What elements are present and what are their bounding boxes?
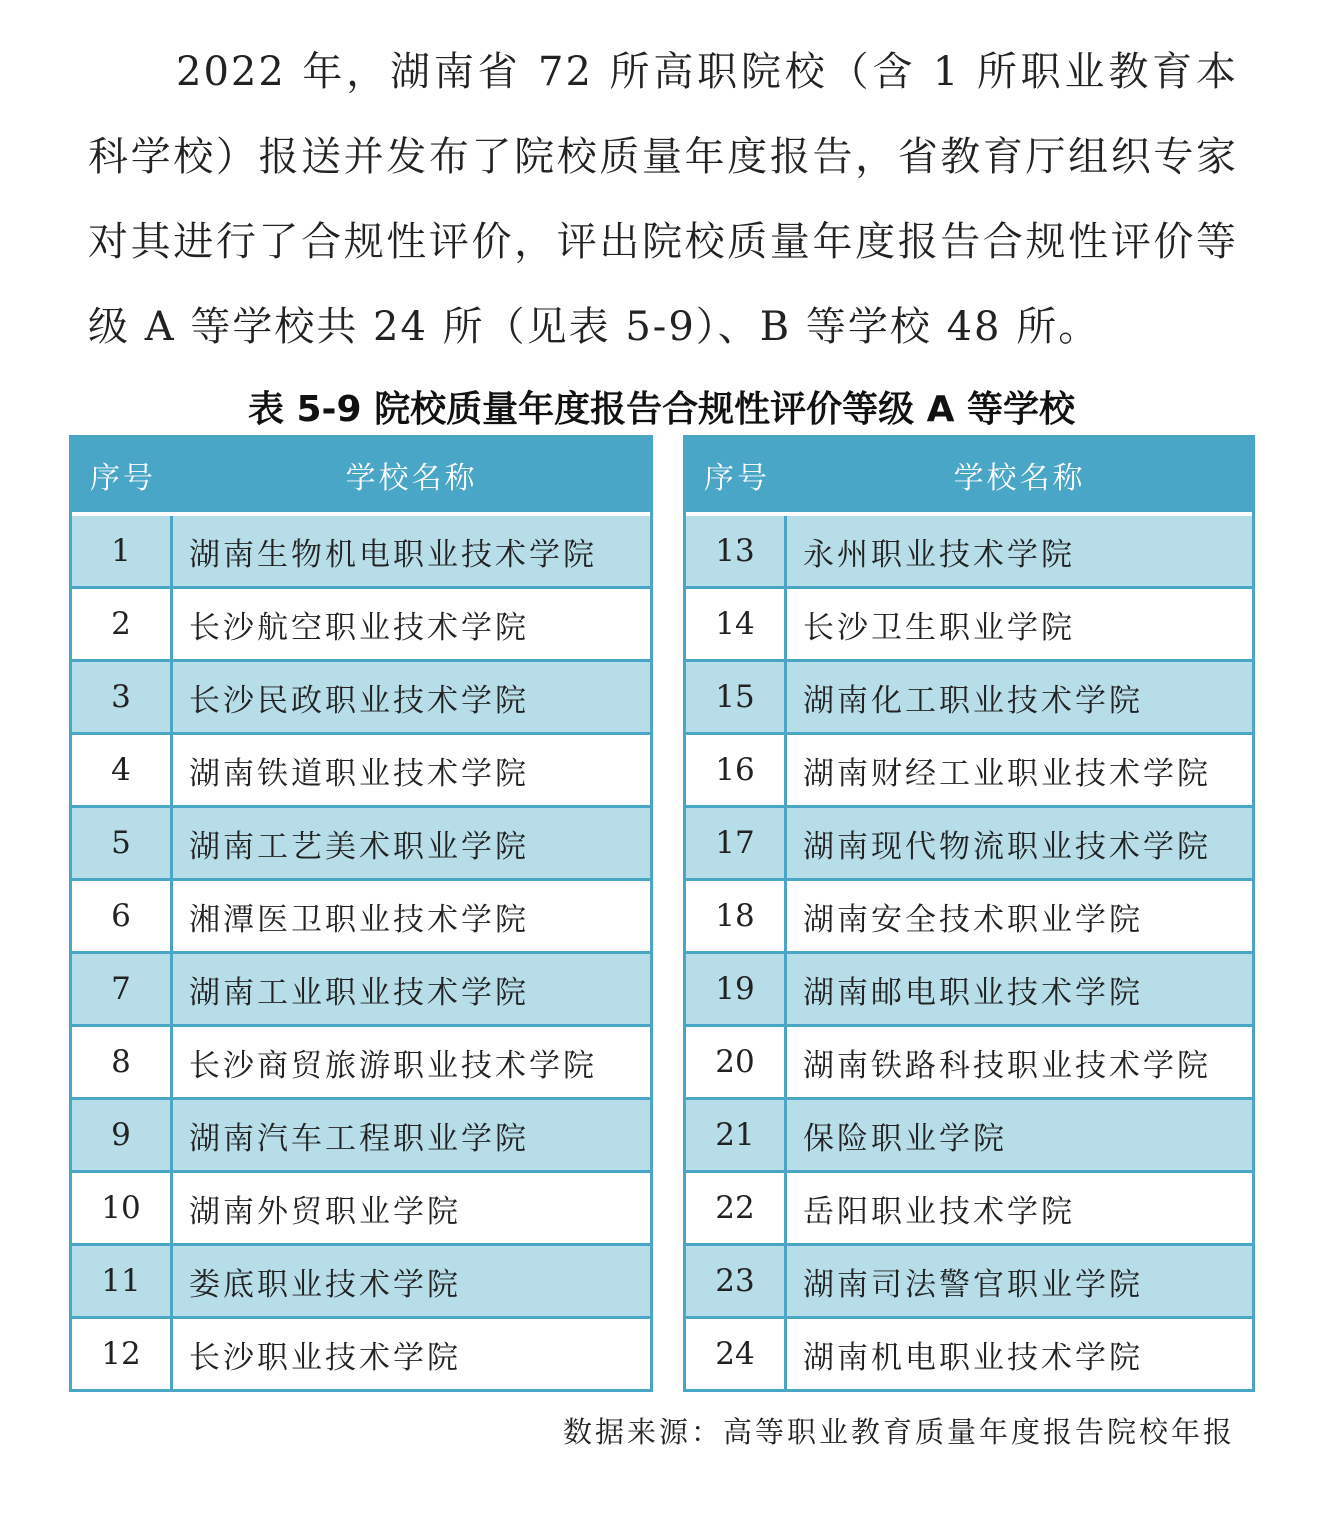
table-row bbox=[72, 662, 650, 735]
table-row bbox=[72, 1100, 650, 1173]
table-row bbox=[72, 735, 650, 808]
serial-number-cell: 4 bbox=[72, 735, 173, 808]
table-row bbox=[686, 516, 1252, 589]
school-name-cell: 长沙民政职业技术学院 bbox=[173, 662, 650, 735]
school-name-cell: 湖南财经工业职业技术学院 bbox=[787, 735, 1252, 808]
school-name-cell: 长沙航空职业技术学院 bbox=[173, 589, 650, 662]
school-name-cell: 保险职业学院 bbox=[787, 1100, 1252, 1173]
school-name-cell: 岳阳职业技术学院 bbox=[787, 1173, 1252, 1246]
school-name-cell: 湖南现代物流职业技术学院 bbox=[787, 808, 1252, 881]
serial-number-cell: 24 bbox=[686, 1319, 787, 1389]
serial-number-cell: 13 bbox=[686, 516, 787, 589]
school-name-cell: 湖南工艺美术职业学院 bbox=[173, 808, 650, 881]
school-name-cell: 永州职业技术学院 bbox=[787, 516, 1252, 589]
school-name-cell: 长沙商贸旅游职业技术学院 bbox=[173, 1027, 650, 1100]
header-school-name: 学校名称 bbox=[787, 438, 1252, 516]
table-row bbox=[72, 808, 650, 881]
school-name-cell: 长沙卫生职业学院 bbox=[787, 589, 1252, 662]
serial-number-cell: 15 bbox=[686, 662, 787, 735]
serial-number-cell: 22 bbox=[686, 1173, 787, 1246]
serial-number-cell: 8 bbox=[72, 1027, 173, 1100]
serial-number-cell: 7 bbox=[72, 954, 173, 1027]
serial-number-cell: 2 bbox=[72, 589, 173, 662]
table-row bbox=[686, 735, 1252, 808]
table-row bbox=[72, 589, 650, 662]
school-name-cell: 湖南铁路科技职业技术学院 bbox=[787, 1027, 1252, 1100]
serial-number-cell: 5 bbox=[72, 808, 173, 881]
serial-number-cell: 10 bbox=[72, 1173, 173, 1246]
serial-number-cell: 19 bbox=[686, 954, 787, 1027]
table-row bbox=[686, 1246, 1252, 1319]
school-name-cell: 湘潭医卫职业技术学院 bbox=[173, 881, 650, 954]
serial-number-cell: 1 bbox=[72, 516, 173, 589]
table-row bbox=[72, 1173, 650, 1246]
serial-number-cell: 21 bbox=[686, 1100, 787, 1173]
table-row bbox=[72, 516, 650, 589]
table-row bbox=[72, 1027, 650, 1100]
table-row bbox=[686, 1173, 1252, 1246]
table-row bbox=[686, 1027, 1252, 1100]
table-row bbox=[72, 954, 650, 1027]
schools-table-right bbox=[683, 435, 1255, 1392]
table-row bbox=[686, 954, 1252, 1027]
serial-number-cell: 23 bbox=[686, 1246, 787, 1319]
table-row bbox=[72, 881, 650, 954]
header-serial-number: 序号 bbox=[72, 438, 173, 516]
serial-number-cell: 9 bbox=[72, 1100, 173, 1173]
serial-number-cell: 16 bbox=[686, 735, 787, 808]
table-row bbox=[686, 589, 1252, 662]
body-paragraph: 2022 年，湖南省 72 所高职院校（含 1 所职业教育本科学校）报送并发布了院校质量年度报告，省教育厅组织专家对其进行了合规性评价，评出院校质量年度报告合规性评价等级 A 等学校共 24 所（见表 5-9）、B 等学校 48 所。 bbox=[88, 49, 1238, 350]
school-name-cell: 湖南安全技术职业学院 bbox=[787, 881, 1252, 954]
table-row bbox=[686, 881, 1252, 954]
serial-number-cell: 20 bbox=[686, 1027, 787, 1100]
serial-number-cell: 6 bbox=[72, 881, 173, 954]
school-name-cell: 湖南司法警官职业学院 bbox=[787, 1246, 1252, 1319]
school-name-cell: 湖南工业职业技术学院 bbox=[173, 954, 650, 1027]
serial-number-cell: 11 bbox=[72, 1246, 173, 1319]
table-row bbox=[686, 808, 1252, 881]
serial-number-cell: 14 bbox=[686, 589, 787, 662]
serial-number-cell: 18 bbox=[686, 881, 787, 954]
table-gap bbox=[653, 435, 683, 737]
school-name-cell: 娄底职业技术学院 bbox=[173, 1246, 650, 1319]
table-row bbox=[686, 1100, 1252, 1173]
school-name-cell: 长沙职业技术学院 bbox=[173, 1319, 650, 1389]
table-header-row bbox=[72, 438, 650, 516]
table-row bbox=[72, 1246, 650, 1319]
serial-number-cell: 3 bbox=[72, 662, 173, 735]
serial-number-cell: 12 bbox=[72, 1319, 173, 1389]
data-source-note: 数据来源：高等职业教育质量年度报告院校年报 bbox=[562, 1415, 1235, 1449]
header-school-name: 学校名称 bbox=[173, 438, 650, 516]
school-name-cell: 湖南机电职业技术学院 bbox=[787, 1319, 1252, 1389]
schools-table-left bbox=[69, 435, 653, 1392]
serial-number-cell: 17 bbox=[686, 808, 787, 881]
school-name-cell: 湖南汽车工程职业学院 bbox=[173, 1100, 650, 1173]
school-name-cell: 湖南铁道职业技术学院 bbox=[173, 735, 650, 808]
school-name-cell: 湖南化工职业技术学院 bbox=[787, 662, 1252, 735]
table-row bbox=[686, 662, 1252, 735]
header-serial-number: 序号 bbox=[686, 438, 787, 516]
school-name-cell: 湖南外贸职业学院 bbox=[173, 1173, 650, 1246]
table-caption: 表 5-9 院校质量年度报告合规性评价等级 A 等学校 bbox=[247, 389, 1076, 430]
table-row bbox=[686, 1319, 1252, 1389]
table-row bbox=[72, 1319, 650, 1389]
table-header-row bbox=[686, 438, 1252, 516]
school-name-cell: 湖南邮电职业技术学院 bbox=[787, 954, 1252, 1027]
school-name-cell: 湖南生物机电职业技术学院 bbox=[173, 516, 650, 589]
